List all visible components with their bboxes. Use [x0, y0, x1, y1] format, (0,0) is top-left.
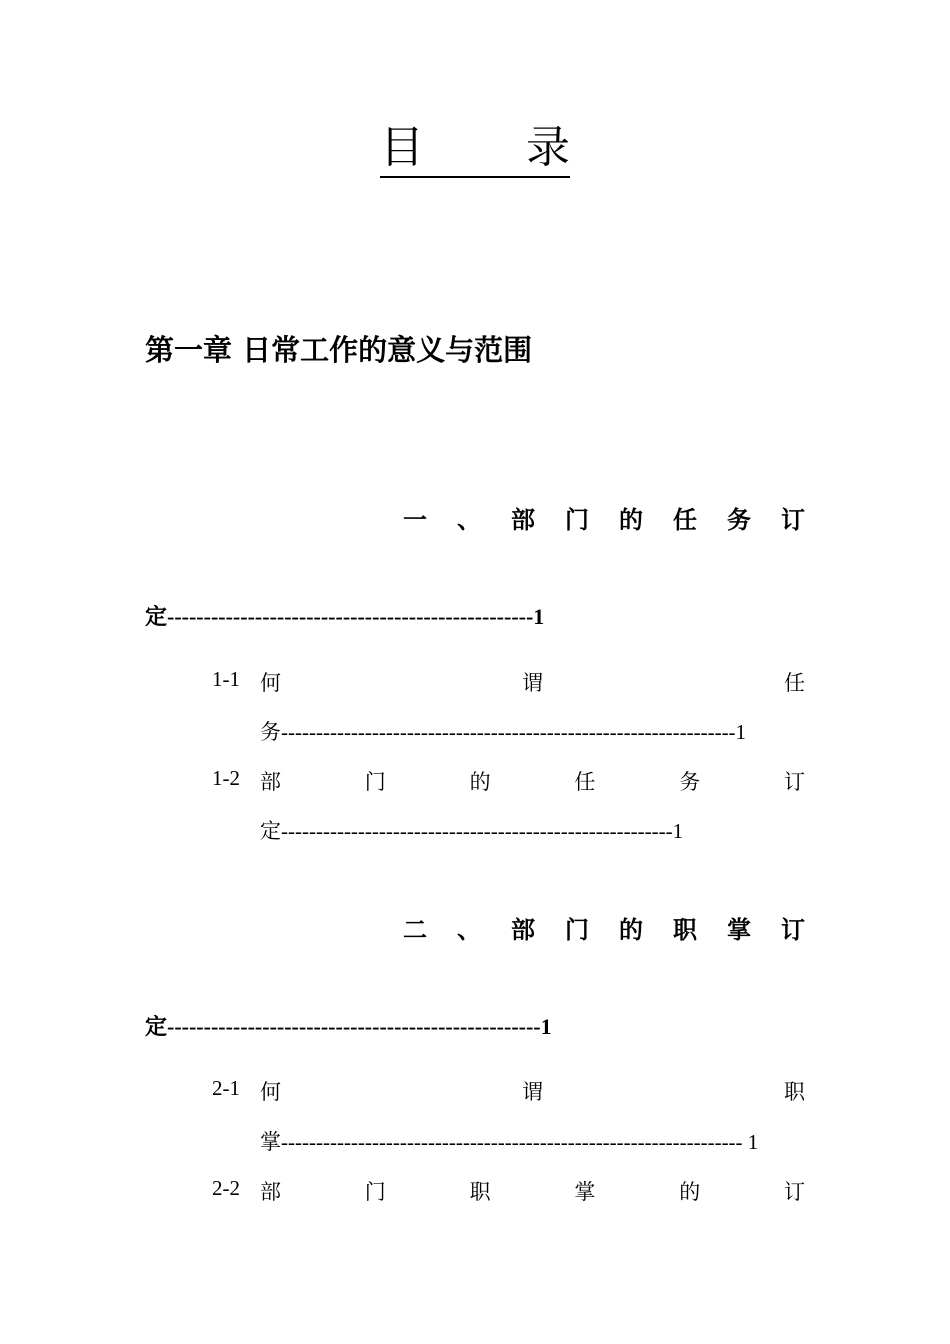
- section-2-char: 二: [403, 915, 427, 944]
- section-2-char: 订: [781, 915, 805, 944]
- subsection-char: 订: [783, 770, 805, 794]
- toc-title-left: 目: [380, 122, 424, 173]
- subsection-char: 谓: [522, 1080, 543, 1104]
- subsection-char: 职: [469, 1180, 491, 1204]
- subsection-2-2-heading: [260, 1176, 805, 1206]
- subsection-1-1-leader: 务-----------------------------------------------------------------1: [260, 720, 747, 744]
- subsection-char: 订: [783, 1180, 805, 1204]
- section-1-char: 的: [619, 505, 643, 534]
- section-1-char: 部: [511, 505, 535, 534]
- subsection-char: 部: [260, 770, 281, 794]
- section-2-char: 门: [565, 915, 589, 944]
- subsection-char: 谓: [522, 671, 543, 695]
- subsection-char: 的: [469, 770, 491, 794]
- subsection-char: 的: [679, 1180, 701, 1204]
- subsection-char: 掌: [574, 1180, 596, 1204]
- subsection-2-1-leader: 掌------------------------------------------------------------------ 1: [260, 1130, 759, 1154]
- section-2-char: 掌: [727, 915, 751, 944]
- section-1-leader: 定--------------------------------------------------1: [145, 604, 545, 629]
- section-1-char: 一: [403, 505, 427, 534]
- subsection-1-1-number: 1-1: [212, 667, 240, 691]
- subsection-1-2-number: 1-2: [212, 766, 240, 790]
- subsection-char: 部: [260, 1180, 281, 1204]
- subsection-char: 务: [679, 770, 701, 794]
- subsection-2-2-number: 2-2: [212, 1176, 240, 1200]
- section-2-leader: 定---------------------------------------------------1: [145, 1014, 552, 1039]
- subsection-char: 职: [784, 1080, 805, 1104]
- section-1-char: 务: [727, 505, 751, 534]
- section-2-char: 的: [619, 915, 643, 944]
- section-1-char: 、: [457, 505, 481, 534]
- subsection-char: 门: [364, 1180, 386, 1204]
- subsection-char: 门: [364, 770, 386, 794]
- section-1-char: 任: [673, 505, 697, 534]
- toc-title: [380, 120, 570, 178]
- section-1-char: 订: [781, 505, 805, 534]
- subsection-char: 任: [574, 770, 596, 794]
- subsection-char: 何: [260, 671, 281, 695]
- subsection-2-1-heading: [260, 1076, 805, 1106]
- section-1-heading: [145, 500, 805, 535]
- section-2-heading: [145, 910, 805, 945]
- chapter-heading: 第一章 日常工作的意义与范围: [145, 333, 533, 367]
- section-2-char: 、: [457, 915, 481, 944]
- section-2-char: 职: [673, 915, 697, 944]
- subsection-1-2-heading: [260, 766, 805, 796]
- toc-title-right: 录: [526, 122, 570, 173]
- subsection-1-2-leader: 定--------------------------------------------------------1: [260, 819, 684, 843]
- subsection-1-1-heading: [260, 667, 805, 697]
- subsection-2-1-number: 2-1: [212, 1076, 240, 1100]
- section-1-char: 门: [565, 505, 589, 534]
- subsection-char: 何: [260, 1080, 281, 1104]
- section-2-char: 部: [511, 915, 535, 944]
- subsection-char: 任: [784, 671, 805, 695]
